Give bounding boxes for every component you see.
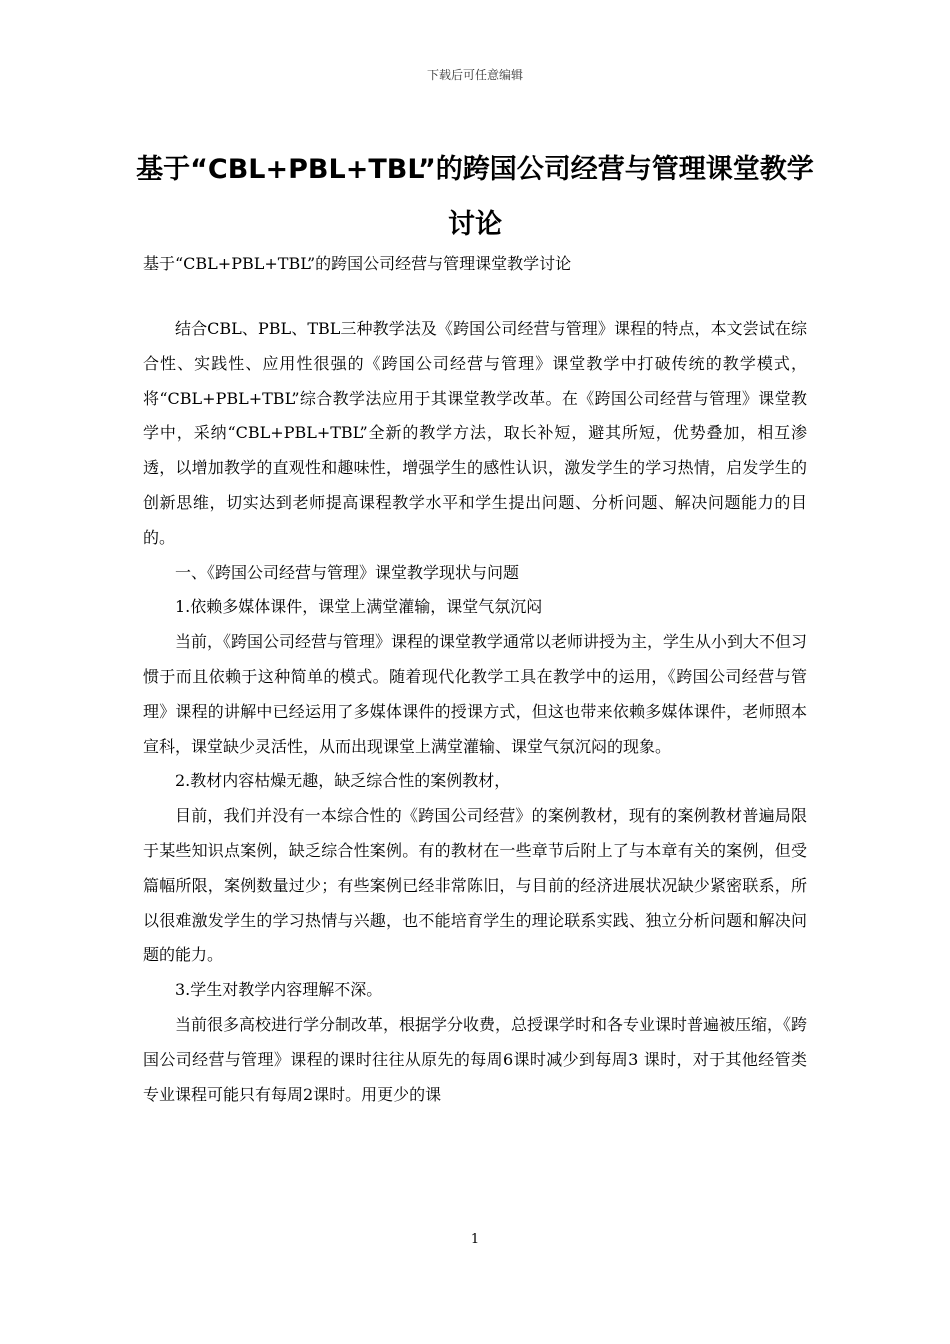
- subheading-3: 3.学生对教学内容理解不深。: [175, 980, 383, 1000]
- document-title: 基于“CBL+PBL+TBL”的跨国公司经营与管理课堂教学讨论: [136, 154, 814, 240]
- document-body: [143, 312, 807, 1112]
- page-header: 下载后可任意编辑: [426, 68, 523, 82]
- paragraph: 当前，《跨国公司经营与管理》课程的课堂教学通常以老师讲授为主，学生从小到大不但习惯于而且依赖于这种简单的模式。随着现代化教学工具在教学中的运用，《跨国公司经营与管理》课程的讲解中已经运用了多媒体课件的授课方式，但这也带来依赖多媒体课件，老师照本宣科，课堂缺少灵活性，从而出现课堂上满堂灌输、课堂气氛沉闷的现象。: [143, 632, 808, 756]
- subheading-2: 2.教材内容枯燥无趣，缺乏综合性的案例教材，: [175, 771, 511, 791]
- subheading-1: 1.依赖多媒体课件，课堂上满堂灌输，课堂气氛沉闷: [175, 597, 543, 617]
- document-subtitle: 基于“CBL+PBL+TBL”的跨国公司经营与管理课堂教学讨论: [143, 254, 572, 273]
- paragraph: 当前很多高校进行学分制改革，根据学分收费，总授课学时和各专业课时普遍被压缩，《跨国公司经营与管理》课程的课时往往从原先的每周6课时减少到每周3 课时，对于其他经管类专业课程可能只有每周2课时。用更少的课: [143, 1014, 808, 1104]
- paragraph: 目前，我们并没有一本综合性的《跨国公司经营》的案例教材，现有的案例教材普遍局限于某些知识点案例，缺乏综合性案例。有的教材在一些章节后附上了与本章有关的案例，但受篇幅所限，案例数量过少；有些案例已经非常陈旧，与目前的经济进展状况缺少紧密联系，所以很难激发学生的学习热情与兴趣，也不能培育学生的理论联系实践、独立分析问题和解决问题的能力。: [143, 806, 807, 965]
- page-number: 1: [470, 1232, 480, 1247]
- section-heading-1: 一、《跨国公司经营与管理》课堂教学现状与问题: [175, 562, 520, 582]
- paragraph-intro: 结合CBL、PBL、TBL三种教学法及《跨国公司经营与管理》课程的特点，本文尝试在综合性、实践性、应用性很强的《跨国公司经营与管理》课堂教学中打破传统的教学模式，将“CBL+PBL+TBL”综合教学法应用于其课堂教学改革。在《跨国公司经营与管理》课堂教学中，采纳“CBL+PBL+TBL”全新的教学方法，取长补短，避其所短，优势叠加，相互渗透，以增加教学的直观性和趣味性，增强学生的感性认识，激发学生的学习热情，启发学生的创新思维，切实达到老师提高课程教学水平和学生提出问题、分析问题、解决问题能力的目的。: [143, 319, 807, 547]
